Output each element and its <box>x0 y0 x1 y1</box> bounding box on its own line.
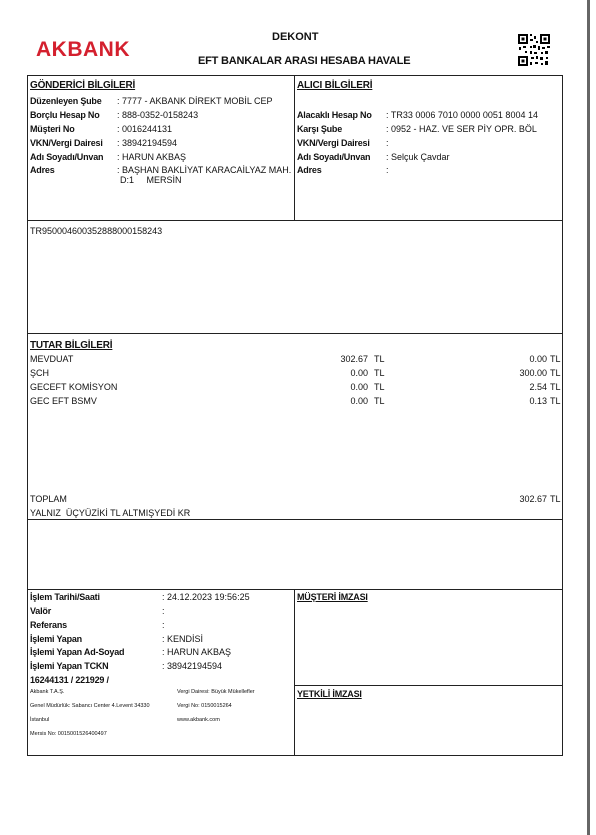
performed-by-value: : KENDİSİ <box>162 634 204 644</box>
amount-row-value1: 302.67 <box>340 354 368 364</box>
performer-name-value: : HARUN AKBAŞ <box>162 647 232 657</box>
receiver-branch-label: Karşı Şube <box>297 124 343 134</box>
performer-tckn-label: İşlemi Yapan TCKN <box>30 661 109 671</box>
footer-city: İstanbul <box>30 717 50 723</box>
amount-row-name: GEC EFT BSMV <box>30 396 97 406</box>
sender-name-label: Adı Soyadı/Unvan <box>30 152 104 162</box>
sender-customer-no-value: : 0016244131 <box>117 124 173 134</box>
receiver-address-value: : <box>386 165 389 175</box>
party-bottom-line <box>27 220 563 221</box>
receiver-tax-label: VKN/Vergi Dairesi <box>297 138 370 148</box>
amount-row-value2: 300.00 <box>519 368 547 378</box>
transaction-divider <box>294 589 295 755</box>
transaction-reference-line: 16244131 / 221929 / <box>30 675 109 685</box>
footer-tax-no: Vergi No: 0150015264 <box>177 703 232 709</box>
page-edge <box>587 0 590 835</box>
amount-row-value2: 0.13 <box>529 396 547 406</box>
amount-row-currency1: TL <box>374 368 385 378</box>
receiver-account-label: Alacaklı Hesap No <box>297 110 372 120</box>
sender-address-label: Adres <box>30 165 55 175</box>
amount-row-currency2: TL <box>550 368 561 378</box>
frame-right <box>562 75 563 755</box>
receiver-tax-value: : <box>386 138 389 148</box>
value-date-value: : <box>162 606 165 616</box>
receiver-name-value: : Selçuk Çavdar <box>386 152 450 162</box>
akbank-logo: AKBANK <box>36 38 130 61</box>
amount-row-currency2: TL <box>550 396 561 406</box>
receiver-heading: ALICI BİLGİLERİ <box>297 80 373 91</box>
amount-row-name: ŞCH <box>30 368 50 378</box>
authorized-signature-heading: YETKİLİ İMZASI <box>297 689 362 699</box>
amount-row-currency2: TL <box>550 354 561 364</box>
frame-top <box>27 75 563 76</box>
amount-row-currency1: TL <box>374 396 385 406</box>
amounts-heading: TUTAR BİLGİLERİ <box>30 340 113 351</box>
reference-label: Referans <box>30 620 67 630</box>
signature-divider <box>294 685 563 686</box>
footer-tax-office: Vergi Dairesi: Büyük Mükellefler <box>177 689 255 695</box>
performer-tckn-value: : 38942194594 <box>162 661 223 671</box>
footer-address: Genel Müdürlük: Sabancı Center 4.Levent 34330 <box>30 703 150 709</box>
amounts-bottom-line <box>27 519 563 520</box>
sender-tax-label: VKN/Vergi Dairesi <box>30 138 103 148</box>
party-divider <box>294 75 295 220</box>
total-label: TOPLAM <box>30 494 67 504</box>
transaction-date-value: : 24.12.2023 19:56:25 <box>162 592 250 602</box>
sender-address-value: : BAŞHAN BAKLİYAT KARACAİLYAZ MAH. <box>117 165 292 175</box>
sender-branch-value: : 7777 - AKBANK DİREKT MOBİL CEP <box>117 96 273 106</box>
footer-company: Akbank T.A.Ş. <box>30 689 65 695</box>
amount-row-value1: 0.00 <box>350 396 368 406</box>
sender-customer-no-label: Müşteri No <box>30 124 75 134</box>
frame-bottom <box>27 755 563 756</box>
amount-row-name: GECEFT KOMİSYON <box>30 382 118 392</box>
frame-left <box>27 75 28 755</box>
amount-row-name: MEVDUAT <box>30 354 74 364</box>
sender-name-value: : HARUN AKBAŞ <box>117 152 187 162</box>
transaction-date-label: İşlem Tarihi/Saati <box>30 592 100 602</box>
amount-in-words: YALNIZ ÜÇYÜZİKİ TL ALTMIŞYEDİ KR <box>30 508 191 518</box>
amount-row-currency1: TL <box>374 354 385 364</box>
receiver-name-label: Adı Soyadı/Unvan <box>297 152 371 162</box>
amount-row-value1: 0.00 <box>350 382 368 392</box>
sender-branch-label: Düzenleyen Şube <box>30 96 102 106</box>
receiver-branch-value: : 0952 - HAZ. VE SER PİY OPR. BÖL <box>386 124 537 134</box>
amount-row-value2: 0.00 <box>529 354 547 364</box>
performer-name-label: İşlemi Yapan Ad-Soyad <box>30 647 125 657</box>
notes-bottom-line <box>27 589 563 590</box>
qr-code-icon <box>517 33 551 67</box>
sender-tax-value: : 38942194594 <box>117 138 178 148</box>
document-subtitle: EFT BANKALAR ARASI HESABA HAVALE <box>198 55 411 67</box>
document-title: DEKONT <box>272 31 319 43</box>
receiver-account-value: : TR33 0006 7010 0000 0051 8004 14 <box>386 110 538 120</box>
receiver-address-label: Adres <box>297 165 322 175</box>
amount-row-value1: 0.00 <box>350 368 368 378</box>
footer-website: www.akbank.com <box>177 717 220 723</box>
customer-signature-heading: MÜŞTERİ İMZASI <box>297 592 368 602</box>
sender-heading: GÖNDERİCİ BİLGİLERİ <box>30 80 136 91</box>
amount-row-value2: 2.54 <box>529 382 547 392</box>
description-bottom-line <box>27 333 563 334</box>
sender-account-label: Borçlu Hesap No <box>30 110 100 120</box>
sender-account-value: : 888-0352-0158243 <box>117 110 199 120</box>
reference-value: : <box>162 620 165 630</box>
amount-row-currency2: TL <box>550 382 561 392</box>
total-currency: TL <box>550 494 561 504</box>
amount-row-currency1: TL <box>374 382 385 392</box>
performed-by-label: İşlemi Yapan <box>30 634 82 644</box>
total-value: 302.67 <box>519 494 547 504</box>
value-date-label: Valör <box>30 606 52 616</box>
transaction-description: TR950004600352888000158243 <box>30 226 163 236</box>
footer-mersis: Mersis No: 0015001526400497 <box>30 731 107 737</box>
sender-address-line2: D:1 MERSİN <box>120 175 182 185</box>
